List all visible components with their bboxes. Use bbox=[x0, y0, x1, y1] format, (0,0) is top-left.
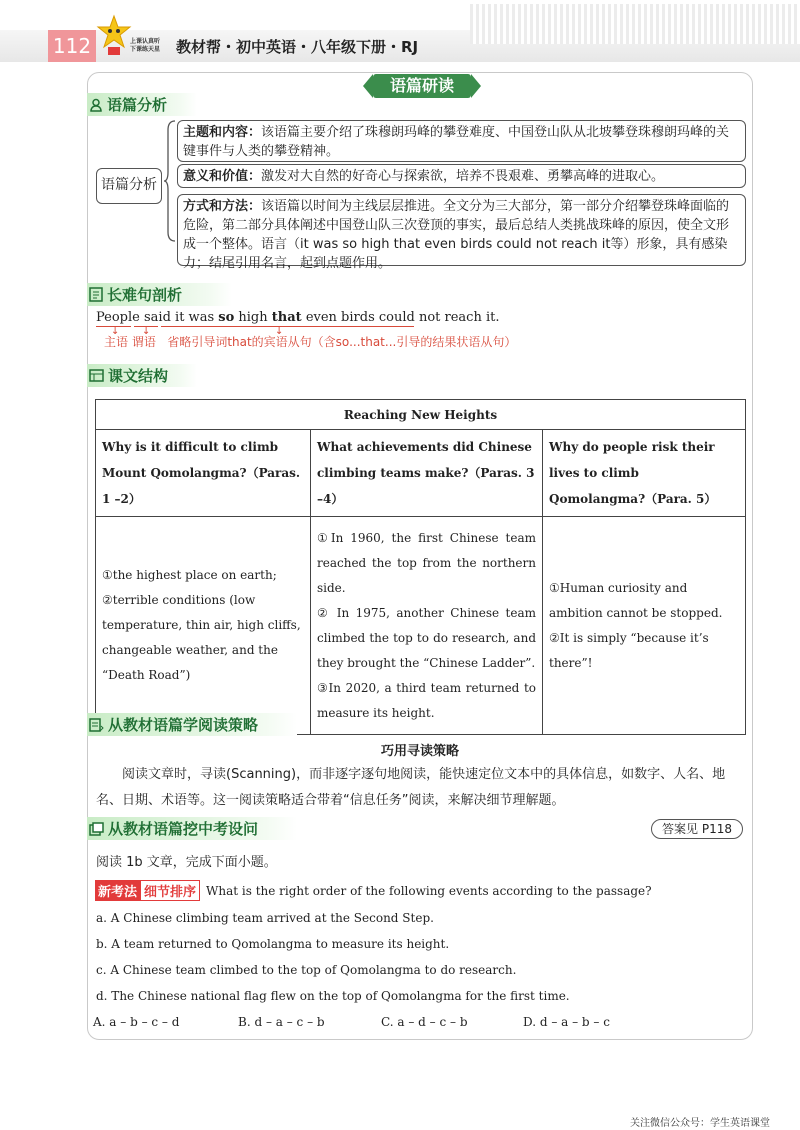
table-header-cell: What achievements did Chinese climbing teams make?（Paras. 3 –4） bbox=[311, 430, 543, 517]
arrow-down-icon: ↓ bbox=[111, 326, 120, 337]
arrow-down-icon: ↓ bbox=[275, 326, 284, 337]
table-cell: ①In 1960, the first Chinese team reached the top from the northern side. ② In 1975, another Chinese team climbed the top to do research, and they brought the “Chinese Ladder”. ③In 2020, a third team returned to measure its height. bbox=[311, 517, 543, 735]
topic-box: 主题和内容：该语篇主要介绍了珠穆朗玛峰的攀登难度、中国登山队从北坡攀登珠穆朗玛峰的关键事件与人类的攀登精神。 bbox=[177, 120, 746, 162]
heading-text: 长难句剖析 bbox=[107, 286, 183, 304]
option-d: D. d – a – b – c bbox=[523, 1015, 610, 1029]
strategy-title: 巧用寻读策略 bbox=[380, 744, 459, 759]
document-icon bbox=[89, 287, 103, 302]
section-heading-exam bbox=[87, 817, 297, 840]
brace-icon bbox=[164, 120, 176, 242]
heading-text: 语篇分析 bbox=[107, 96, 168, 114]
arrow-down-icon: ↓ bbox=[142, 326, 151, 337]
heading-text: 从教材语篇学阅读策略 bbox=[108, 716, 259, 734]
underline-clause bbox=[161, 326, 414, 327]
structure-table bbox=[95, 399, 746, 735]
strategy-text: 阅读文章时，寻读(Scanning)，而非逐字逐句地阅读，能快速定位文本中的具体信息，如数字、人名、地名、日期、术语等。这一阅读策略适合带着“信息任务”阅读，来解决细节理解题。 bbox=[96, 767, 726, 808]
event-item: c. A Chinese team climbed to the top of Qomolangma to do research. bbox=[96, 963, 517, 977]
footer-note: 关注微信公众号：学生英语课堂 bbox=[630, 1118, 770, 1129]
option-c: C. a – d – c – b bbox=[381, 1015, 468, 1029]
meaning-box: 意义和价值：激发对大自然的好奇心与探索欲，培养不畏艰难、勇攀高峰的进取心。 bbox=[177, 164, 746, 188]
option-a: A. a – b – c – d bbox=[93, 1015, 180, 1029]
section-heading-structure bbox=[87, 364, 197, 387]
event-item: d. The Chinese national flag flew on the top of Qomolangma for the first time. bbox=[96, 989, 570, 1003]
table-cell: ①the highest place on earth; ②terrible conditions (low temperature, thin air, high cliffs, changeable weather, and the “Death Road”) bbox=[96, 517, 311, 735]
heading-text: 从教材语篇挖中考设问 bbox=[108, 820, 259, 838]
event-item: b. A team returned to Qomolangma to measure its height. bbox=[96, 937, 450, 951]
book-title: 教材帮・初中英语・八年级下册・RJ bbox=[176, 38, 419, 56]
table-cell: ①Human curiosity and ambition cannot be stopped. ②It is simply “because it’s there”! bbox=[543, 517, 746, 735]
user-icon bbox=[89, 98, 103, 112]
sentence-annotation: 主语 谓语 省略引导词that的宾语从句（含so...that...引导的结果状语从句） bbox=[104, 335, 517, 349]
event-item: a. A Chinese climbing team arrived at the Second Step. bbox=[96, 911, 434, 925]
question-row bbox=[95, 880, 652, 901]
question-text: What is the right order of the following events according to the passage? bbox=[206, 883, 652, 898]
option-b: B. d – a – c – b bbox=[238, 1015, 325, 1029]
table-icon bbox=[89, 369, 104, 382]
method-box: 方式和方法：该语篇以时间为主线层层推进。全文分为三大部分，第一部分介绍攀登珠峰面临的危险，第二部分具体阐述中国登山队三次登顶的事实，最后总结人类挑战珠峰的原因，使全文形成一个整体。语言（it was so high that even birds could not reach it等）形象，具有感染力；结尾引用名言，起到点题作用。 bbox=[177, 194, 746, 266]
analysis-label: 语篇分析 bbox=[96, 168, 162, 204]
page-number: 112 bbox=[48, 30, 96, 62]
list-icon bbox=[89, 718, 104, 732]
tag-detail-order: 细节排序 bbox=[140, 880, 200, 901]
table-header-cell: Why is it difficult to climb Mount Qomolangma?（Paras. 1 –2） bbox=[96, 430, 311, 517]
tag-new-method: 新考法 bbox=[95, 880, 140, 901]
exam-icon bbox=[89, 822, 104, 836]
section-heading-long-sentence bbox=[87, 283, 232, 306]
heading-text: 课文结构 bbox=[108, 367, 169, 385]
section-heading-analysis bbox=[87, 93, 197, 116]
exam-instruction: 阅读 1b 文章，完成下面小题。 bbox=[96, 855, 277, 870]
section-banner: 语篇研读 bbox=[373, 74, 471, 98]
section-heading-reading-strategy bbox=[87, 713, 297, 736]
star-mascot-icon bbox=[96, 14, 132, 56]
slogan: 上课认真听 下课练天星 bbox=[130, 38, 161, 53]
analyzed-sentence: People said it was so high that even birds could not reach it. bbox=[96, 310, 500, 325]
table-header-cell: Why do people risk their lives to climb Qomolangma?（Para. 5） bbox=[543, 430, 746, 517]
answer-reference: 答案见 P118 bbox=[651, 819, 743, 839]
table-title: Reaching New Heights bbox=[96, 400, 746, 430]
header-stripes bbox=[470, 4, 800, 44]
